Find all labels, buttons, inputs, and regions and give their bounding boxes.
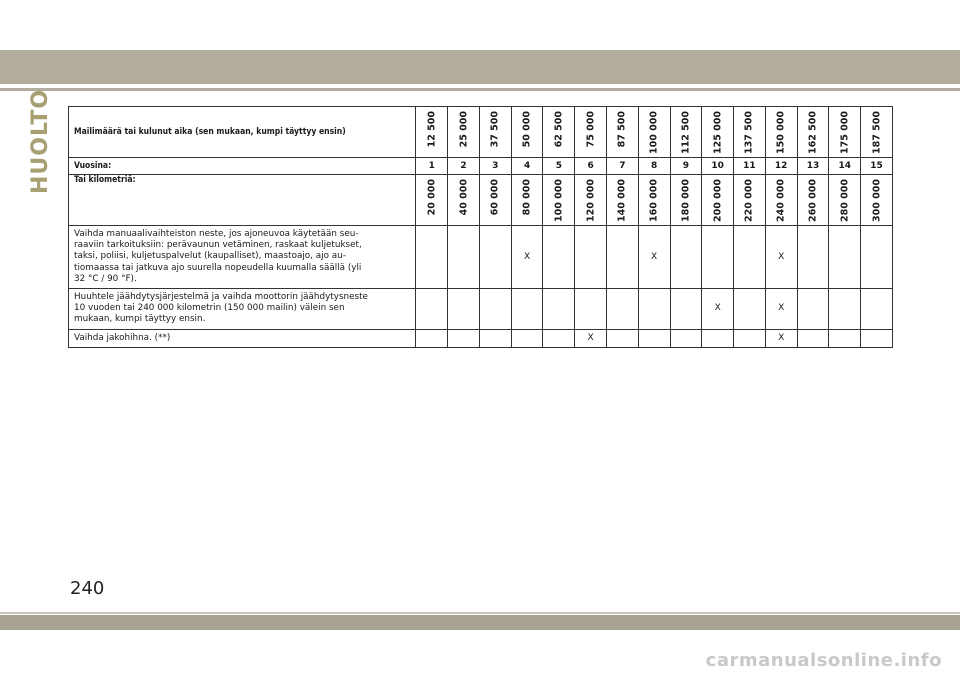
header-band [0, 50, 960, 84]
km-value [670, 175, 702, 226]
miles-value-text: 75 000 [585, 111, 597, 148]
year-value: 1 [416, 158, 448, 175]
watermark: carmanualsonline.info [705, 650, 942, 671]
miles-value [479, 107, 511, 158]
miles-value-text: 100 000 [648, 111, 660, 154]
miles-label: Mailimäärä tai kulunut aika (sen mukaan, kumpi täyttyy ensin) [69, 107, 416, 158]
year-value: 3 [479, 158, 511, 175]
year-value: 9 [670, 158, 702, 175]
km-value [638, 175, 670, 226]
task-mark [702, 329, 734, 347]
miles-value-text: 50 000 [521, 111, 533, 148]
task-mark [638, 289, 670, 330]
task-mark [861, 289, 893, 330]
miles-value-text: 137 500 [743, 111, 755, 154]
km-value [765, 175, 797, 226]
year-value: 12 [765, 158, 797, 175]
miles-value-text: 37 500 [489, 111, 501, 148]
year-value: 7 [606, 158, 638, 175]
years-row [69, 158, 893, 175]
km-value [416, 175, 448, 226]
year-value: 10 [702, 158, 734, 175]
task-mark [543, 226, 575, 289]
page-number: 240 [70, 578, 105, 599]
years-label: Vuosina: [69, 158, 416, 175]
year-value: 11 [734, 158, 766, 175]
km-value [448, 175, 480, 226]
task-mark [606, 226, 638, 289]
km-value-text: 20 000 [426, 179, 438, 216]
task-mark [734, 289, 766, 330]
task-mark [670, 289, 702, 330]
section-tab [26, 88, 56, 194]
task-mark [861, 226, 893, 289]
miles-value [829, 107, 861, 158]
km-value-text: 260 000 [807, 179, 819, 222]
km-label: Tai kilometriä: [69, 175, 416, 226]
task-mark [829, 226, 861, 289]
year-value: 6 [575, 158, 607, 175]
miles-value [606, 107, 638, 158]
task-mark [638, 329, 670, 347]
miles-value [543, 107, 575, 158]
task-mark [479, 226, 511, 289]
year-value: 14 [829, 158, 861, 175]
miles-value-text: 112 500 [680, 111, 692, 154]
km-value-text: 120 000 [585, 179, 597, 222]
task-mark [797, 226, 829, 289]
task-mark [479, 289, 511, 330]
task-mark: X [575, 329, 607, 347]
km-value [479, 175, 511, 226]
km-value-text: 300 000 [871, 179, 883, 222]
km-value-text: 160 000 [648, 179, 660, 222]
task-mark [511, 329, 543, 347]
task-description: Vaihda jakohihna. (**) [69, 329, 416, 347]
miles-value [861, 107, 893, 158]
task-mark [797, 329, 829, 347]
year-value: 2 [448, 158, 480, 175]
year-value: 13 [797, 158, 829, 175]
miles-value-text: 187 500 [871, 111, 883, 154]
km-value [606, 175, 638, 226]
task-mark [479, 329, 511, 347]
miles-value-text: 25 000 [458, 111, 470, 148]
task-mark [575, 289, 607, 330]
miles-value [511, 107, 543, 158]
task-mark [575, 226, 607, 289]
task-mark [416, 226, 448, 289]
km-value-text: 280 000 [839, 179, 851, 222]
task-mark [702, 226, 734, 289]
task-mark: X [765, 329, 797, 347]
task-mark [670, 329, 702, 347]
km-value-text: 80 000 [521, 179, 533, 216]
footer-rule [0, 612, 960, 614]
miles-value-text: 162 500 [807, 111, 819, 154]
km-value-text: 100 000 [553, 179, 565, 222]
miles-value-text: 125 000 [712, 111, 724, 154]
task-mark [511, 289, 543, 330]
miles-value [575, 107, 607, 158]
task-mark: X [765, 289, 797, 330]
miles-value [734, 107, 766, 158]
task-mark [829, 329, 861, 347]
km-value [861, 175, 893, 226]
miles-value [670, 107, 702, 158]
footer-band [0, 615, 960, 630]
task-mark: X [638, 226, 670, 289]
task-mark: X [511, 226, 543, 289]
km-value [702, 175, 734, 226]
task-mark: X [765, 226, 797, 289]
km-value-text: 140 000 [616, 179, 628, 222]
task-mark [734, 329, 766, 347]
km-value [829, 175, 861, 226]
km-value [734, 175, 766, 226]
year-value: 4 [511, 158, 543, 175]
task-mark [543, 289, 575, 330]
miles-value [797, 107, 829, 158]
task-description: Vaihda manuaalivaihteiston neste, jos ajoneuvoa käytetään seu- raaviin tarkoituksiin: perävaunun vetäminen, raskaat kuljetukset, taksi, poliisi, kuljetuspalvelut (kaupalliset), maastoajo, ajo au- tiomaassa tai jatkuva ajo suurella nopeudella kuumalla säällä (yli 32 °C / 90 °F). [69, 226, 416, 289]
miles-value-text: 87 500 [616, 111, 628, 148]
task-mark [416, 329, 448, 347]
km-row [69, 175, 893, 226]
task-row [69, 226, 893, 289]
miles-value [765, 107, 797, 158]
km-value-text: 220 000 [743, 179, 755, 222]
task-mark [606, 329, 638, 347]
miles-value [702, 107, 734, 158]
miles-value-text: 150 000 [775, 111, 787, 154]
km-value-text: 60 000 [489, 179, 501, 216]
km-value-text: 240 000 [775, 179, 787, 222]
km-value-text: 180 000 [680, 179, 692, 222]
task-mark [797, 289, 829, 330]
km-value-text: 40 000 [458, 179, 470, 216]
miles-value [416, 107, 448, 158]
year-value: 15 [861, 158, 893, 175]
km-value [511, 175, 543, 226]
task-mark [448, 289, 480, 330]
task-mark [670, 226, 702, 289]
km-value [543, 175, 575, 226]
year-value: 8 [638, 158, 670, 175]
miles-value [638, 107, 670, 158]
task-mark: X [702, 289, 734, 330]
section-tab-label: HUOLTO [28, 88, 54, 194]
task-mark [543, 329, 575, 347]
task-mark [606, 289, 638, 330]
km-value-text: 200 000 [712, 179, 724, 222]
miles-value-text: 175 000 [839, 111, 851, 154]
task-mark [448, 329, 480, 347]
task-mark [861, 329, 893, 347]
task-mark [734, 226, 766, 289]
year-value: 5 [543, 158, 575, 175]
maintenance-schedule-table [68, 106, 893, 348]
task-description: Huuhtele jäähdytysjärjestelmä ja vaihda moottorin jäähdytysneste 10 vuoden tai 240 000 kilometrin (150 000 mailin) välein sen mukaan, kumpi täyttyy ensin. [69, 289, 416, 330]
miles-row [69, 107, 893, 158]
miles-value [448, 107, 480, 158]
task-mark [448, 226, 480, 289]
miles-value-text: 12 500 [426, 111, 438, 148]
miles-value-text: 62 500 [553, 111, 565, 148]
task-mark [416, 289, 448, 330]
km-value [575, 175, 607, 226]
task-row [69, 329, 893, 347]
task-mark [829, 289, 861, 330]
task-row [69, 289, 893, 330]
km-value [797, 175, 829, 226]
header-rule [0, 88, 960, 91]
